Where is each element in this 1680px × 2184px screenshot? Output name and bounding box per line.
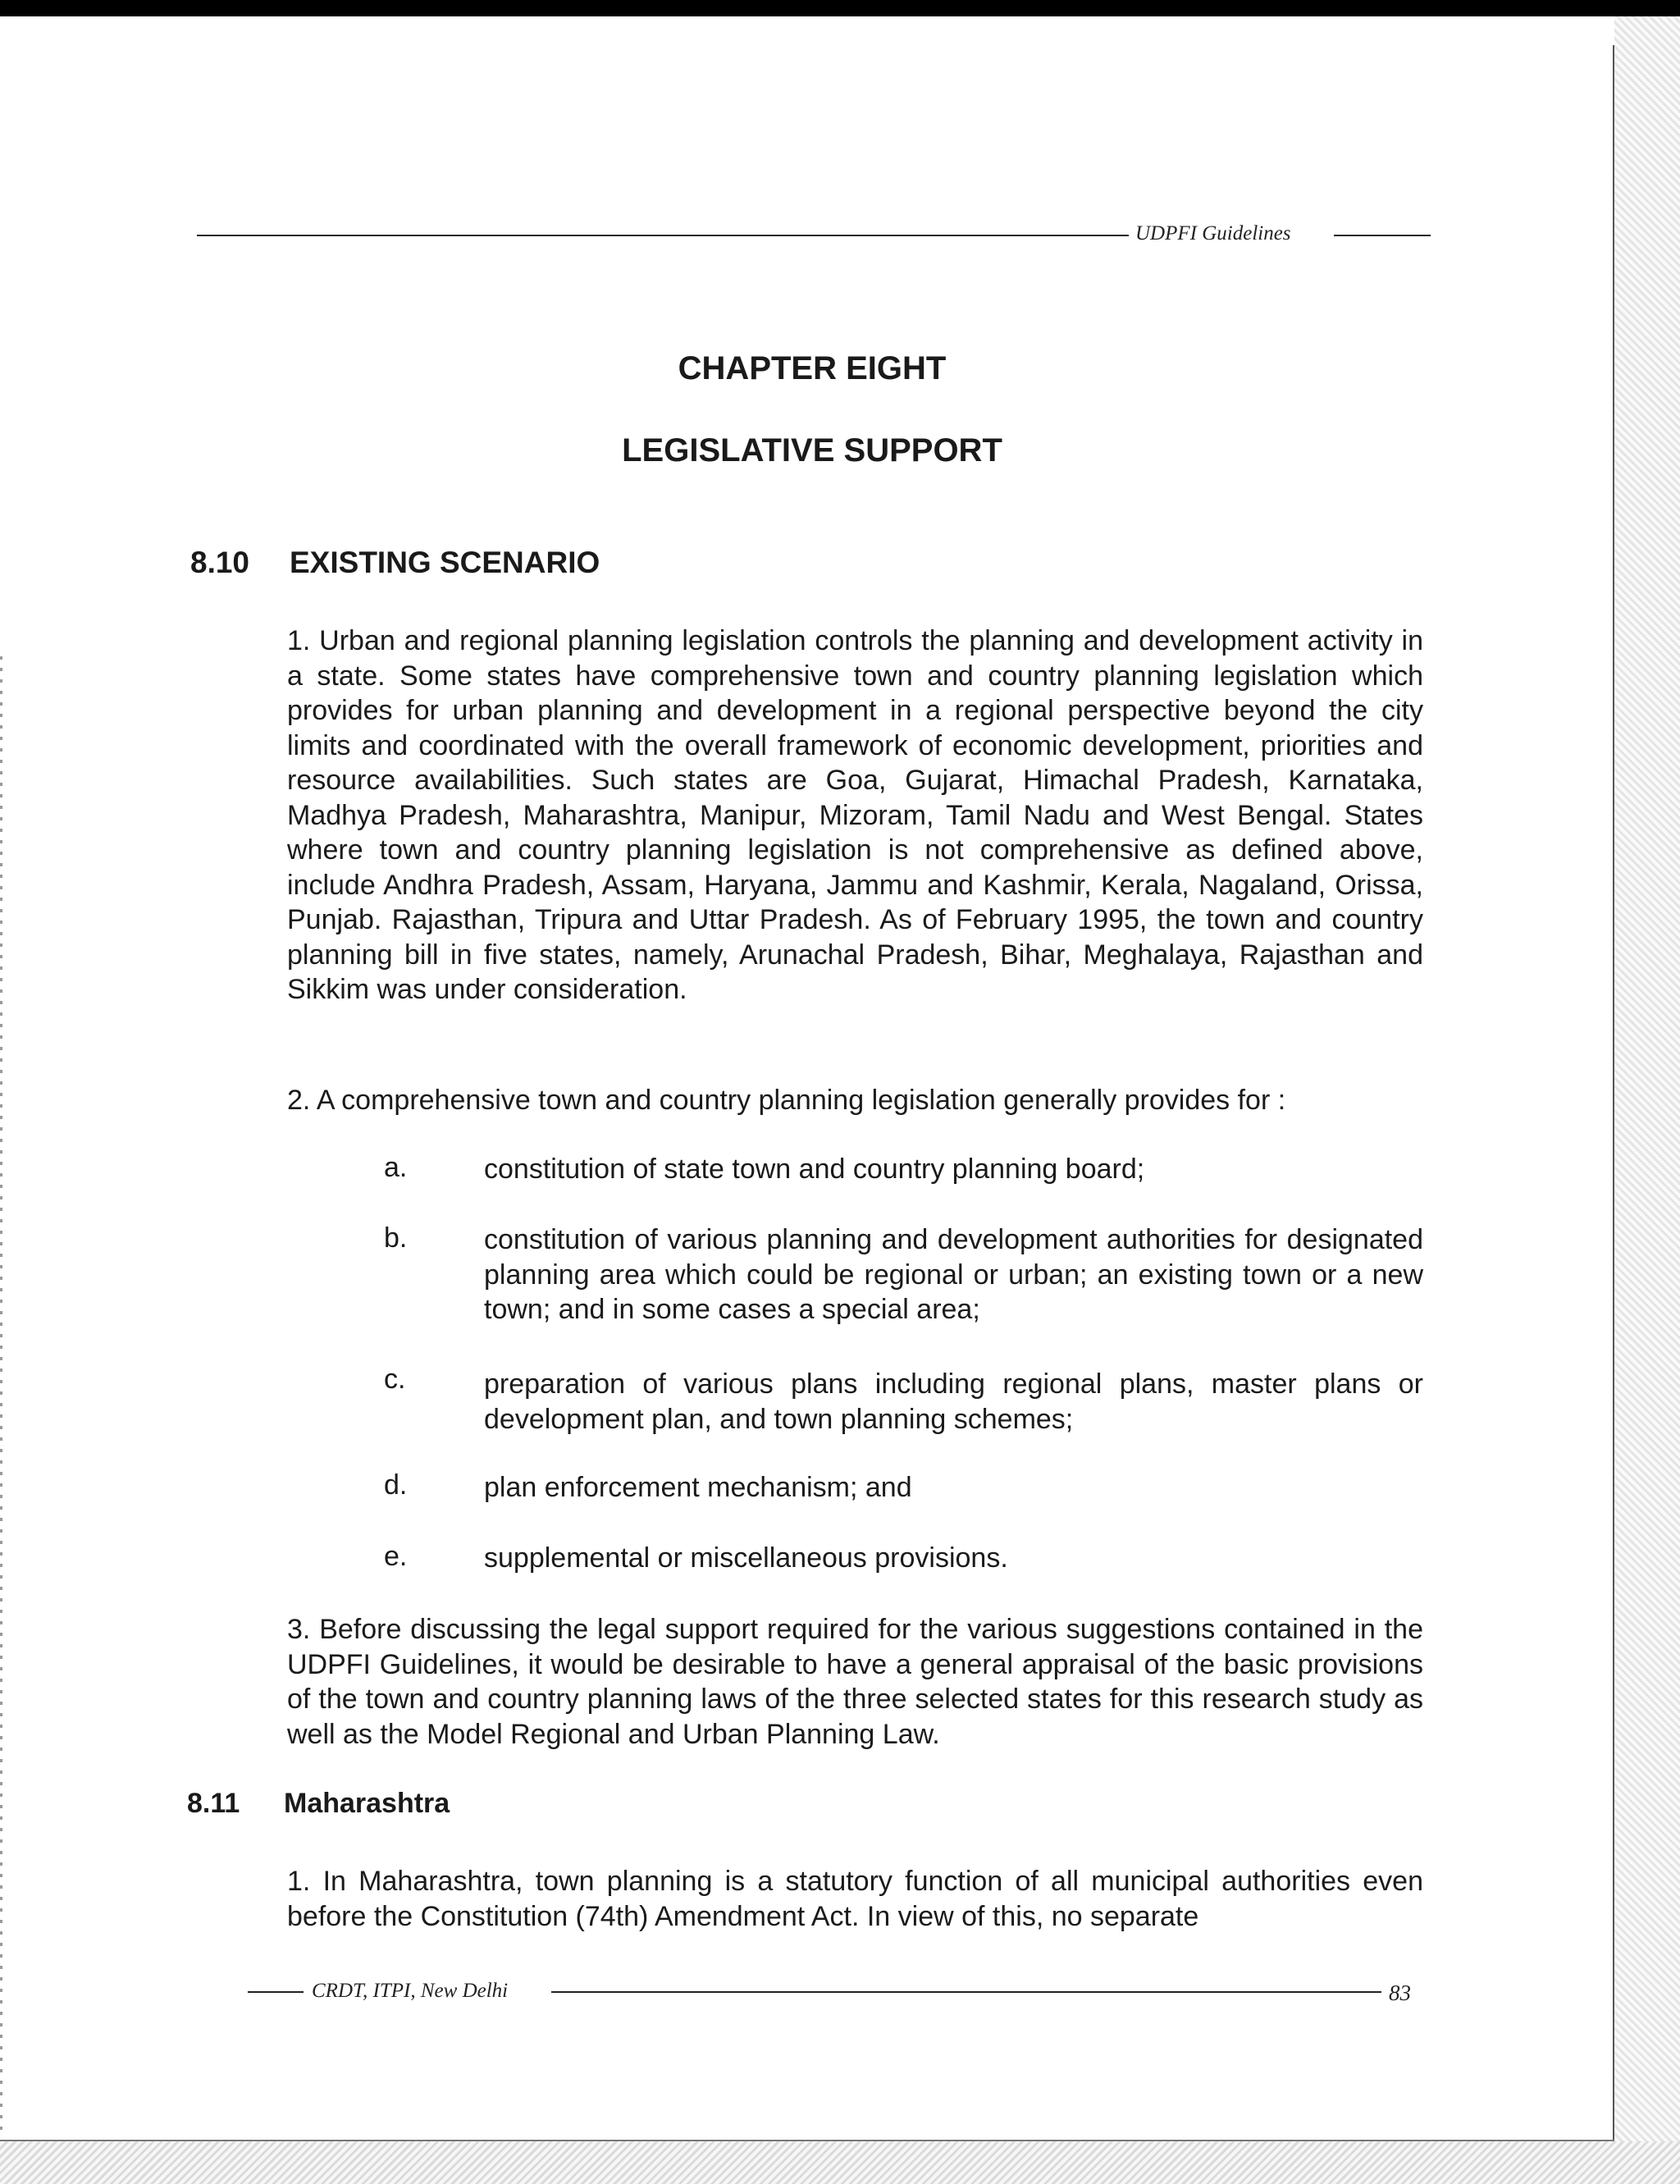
list-item-text-d: plan enforcement mechanism; and <box>484 1472 912 1503</box>
scan-left-speckle <box>0 656 2 2133</box>
footer-source: CRDT, ITPI, New Delhi <box>312 1980 509 2002</box>
section-number-8-11: 8.11 <box>187 1788 240 1819</box>
footer-rule-right <box>551 1991 1381 1993</box>
list-item-letter-b: b. <box>384 1222 408 1254</box>
list-item-text-e: supplemental or miscellaneous provisions. <box>484 1542 1008 1574</box>
list-item-letter-d: d. <box>384 1469 408 1501</box>
scan-top-border <box>0 0 1680 16</box>
paragraph-8-10-3: 3. Before discussing the legal support required for the various suggestions contained in the UDPFI Guidelines, it would be desirable to have a general appraisal of the basic provisions of the town and country planning laws of the three selected states for this research study as well as the Model Regional and Urban Planning Law. <box>287 1614 1423 1750</box>
page-number: 83 <box>1389 1981 1411 2005</box>
page-bottom-edge <box>0 2140 1614 2141</box>
chapter-title: LEGISLATIVE SUPPORT <box>622 432 1002 468</box>
footer-rule-left <box>248 1991 304 1993</box>
running-header: UDPFI Guidelines <box>1135 222 1291 244</box>
list-item-text-c: preparation of various plans including regional plans, master plans or development plan, and town planning schemes; <box>484 1368 1423 1435</box>
header-rule-right <box>1334 235 1431 236</box>
paragraph-8-10-1: 1. Urban and regional planning legislation controls the planning and development activity in a state. Some states have comprehensive town and country planning legislation which provides for urban planning and development in a regional perspective beyond the city limits and coordinated with the overall framework of economic development, priorities and resource availabilities. Such states are Goa, Gujarat, Himachal Pradesh, Karnataka, Madhya Pradesh, Maharashtra, Manipur, Mizoram, Tamil Nadu and West Bengal. States where town and country planning legislation is not comprehensive as defined above, include Andhra Pradesh, Assam, Haryana, Jammu and Kashmir, Kerala, Nagaland, Orissa, Punjab. Rajasthan, Tripura and Uttar Pradesh. As of February 1995, the town and country planning bill in five states, namely, Arunachal Pradesh, Bihar, Meghalaya, Rajasthan and Sikkim was under consideration. <box>287 625 1423 1005</box>
list-item-text-a: constitution of state town and country planning board; <box>484 1154 1145 1185</box>
section-title-maharashtra: Maharashtra <box>284 1788 450 1819</box>
scan-bottom-margin <box>0 2141 1680 2184</box>
section-number-8-10: 8.10 <box>190 546 250 579</box>
list-item-letter-c: c. <box>384 1364 406 1395</box>
paragraph-8-10-2: 2. A comprehensive town and country planning legislation generally provides for : <box>287 1085 1286 1116</box>
scan-right-margin <box>1614 16 1680 2184</box>
chapter-label: CHAPTER EIGHT <box>678 350 947 386</box>
list-item-letter-e: e. <box>384 1541 408 1572</box>
section-title-existing-scenario: EXISTING SCENARIO <box>290 546 600 579</box>
list-item-text-b: constitution of various planning and development authorities for designated planning area which could be regional or urban; an existing town or a new town; and in some cases a special area; <box>484 1224 1423 1325</box>
paragraph-8-11-1: 1. In Maharashtra, town planning is a statutory function of all municipal authorities even before the Constitution (74th) Amendment Act. In view of this, no separate <box>287 1866 1423 1932</box>
list-item-letter-a: a. <box>384 1152 408 1183</box>
header-rule-left <box>197 235 1129 236</box>
